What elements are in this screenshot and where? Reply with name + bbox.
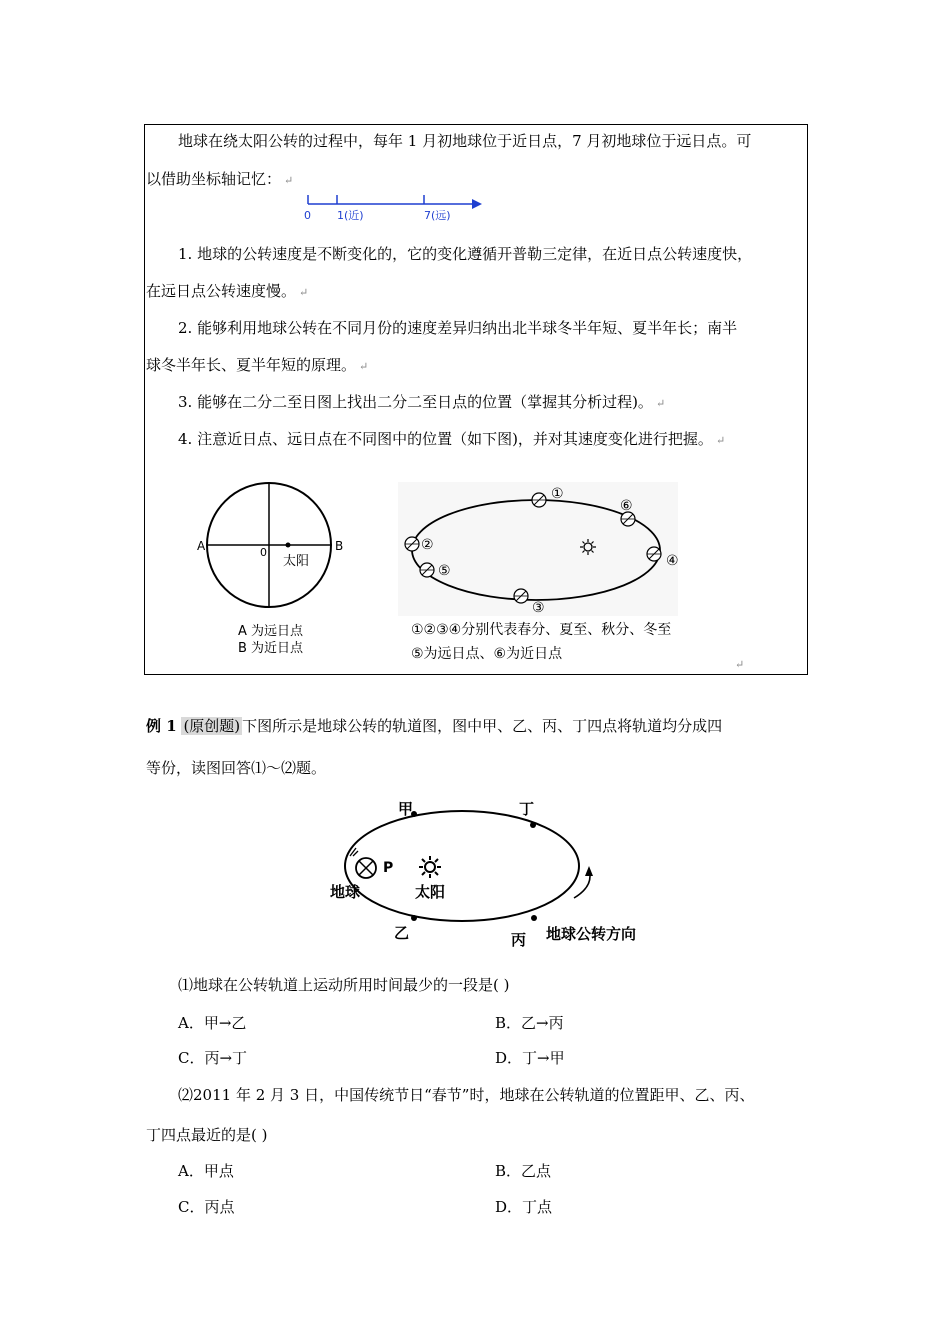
label-direction: 地球公转方向 (546, 925, 637, 943)
earth-icon-3 (514, 589, 528, 603)
earth-icon-5 (420, 563, 434, 577)
earth-orbit (345, 811, 579, 921)
circle-figure (190, 470, 380, 660)
ellipse-figure (396, 478, 736, 668)
label-bing: 丙 (511, 931, 527, 949)
q2-stem-2: 丁四点最近的是( ) (146, 1126, 268, 1144)
month-axis (296, 190, 486, 222)
num-2: ② (421, 537, 434, 553)
axis-label-0: 0 (304, 209, 311, 222)
num-1: ① (551, 486, 564, 502)
point-2b: 球冬半年长、夏半年短的原理。 ↵ (146, 356, 369, 374)
q1-option-b[interactable]: B．乙→丙 (495, 1014, 564, 1032)
q1-option-a[interactable]: A．甲→乙 (178, 1014, 247, 1032)
orbit-diagram (320, 794, 670, 954)
point-bing (531, 915, 537, 921)
earth-icon-1 (532, 493, 546, 507)
intro-line-2: 以借助坐标轴记忆： ↵ (146, 170, 294, 188)
earth-icon-4 (647, 547, 661, 561)
earth-icon (350, 848, 376, 878)
q2-option-d[interactable]: D．丁点 (495, 1198, 553, 1216)
label-yi: 乙 (394, 924, 410, 942)
caption-2: ⑤为远日点、⑥为近日点 (411, 646, 563, 662)
point-1a: 1. 地球的公转速度是不断变化的，它的变化遵循开普勒三定律，在近日点公转速度快， (178, 245, 753, 263)
num-5: ⑤ (438, 563, 451, 579)
axis-label-1: 1(近) (337, 209, 364, 222)
point-3: 3. 能够在二分二至日图上找出二分二至日点的位置（掌握其分析过程)。 ↵ (178, 393, 666, 411)
intro-line-1: 地球在绕太阳公转的过程中，每年 1 月初地球位于近日点，7 月初地球位于远日点。可 (178, 132, 752, 150)
q1-option-c[interactable]: C．丙→丁 (178, 1049, 248, 1067)
label-p: P (383, 860, 394, 876)
direction-arrowhead (585, 866, 593, 876)
legend-a: A 为远日点 (238, 624, 304, 639)
sun-icon (419, 856, 441, 878)
num-6: ⑥ (620, 498, 633, 514)
caption-1: ①②③④分别代表春分、夏至、秋分、冬至 (411, 622, 672, 638)
example-label: 例 1 (146, 717, 177, 735)
q2-option-c[interactable]: C．丙点 (178, 1198, 235, 1216)
label-jia: 甲 (398, 800, 414, 818)
axis-arrow (472, 199, 482, 209)
point-ding (530, 822, 536, 828)
sun-label: 太阳 (283, 554, 310, 569)
label-earth: 地球 (330, 883, 361, 901)
label-o: 0 (260, 546, 267, 559)
earth-icon-6 (621, 512, 635, 526)
example-source: (原创题) (183, 717, 241, 735)
earth-icon-2 (405, 537, 419, 551)
example-line-2: 等份，读图回答⑴～⑵题。 (146, 759, 327, 777)
legend-b: B 为近日点 (238, 641, 304, 656)
label-ding: 丁 (519, 800, 535, 818)
q2-option-b[interactable]: B．乙点 (495, 1162, 552, 1180)
point-1b: 在远日点公转速度慢。 ↵ (146, 282, 309, 300)
point-yi (411, 915, 417, 921)
point-2a: 2. 能够利用地球公转在不同月份的速度差异归纳出北半球冬半年短、夏半年长；南半 (178, 319, 738, 337)
label-sun: 太阳 (415, 883, 446, 901)
num-3: ③ (532, 600, 545, 616)
q2-option-a[interactable]: A．甲点 (178, 1162, 234, 1180)
num-4: ④ (666, 553, 679, 569)
q1-stem: ⑴地球在公转轨道上运动所用时间最少的一段是( ) (178, 976, 510, 994)
point-4: 4. 注意近日点、远日点在不同图中的位置（如下图)，并对其速度变化进行把握。 ↵ (178, 430, 726, 448)
q1-option-d[interactable]: D．丁→甲 (495, 1049, 565, 1067)
axis-label-7: 7(远) (424, 209, 451, 222)
example-line-1: 例 1 (原创题) 下图所示是地球公转的轨道图，图中甲、乙、丙、丁四点将轨道均分成四 (146, 717, 723, 735)
q2-stem-1: ⑵2011 年 2 月 3 日，中国传统节日“春节”时，地球在公转轨道的位置距甲、乙、丙、 (178, 1086, 755, 1104)
box-end-mark: ↵ (735, 658, 745, 671)
sun-dot (286, 543, 291, 548)
label-b: B (335, 539, 344, 553)
label-a: A (197, 539, 206, 553)
